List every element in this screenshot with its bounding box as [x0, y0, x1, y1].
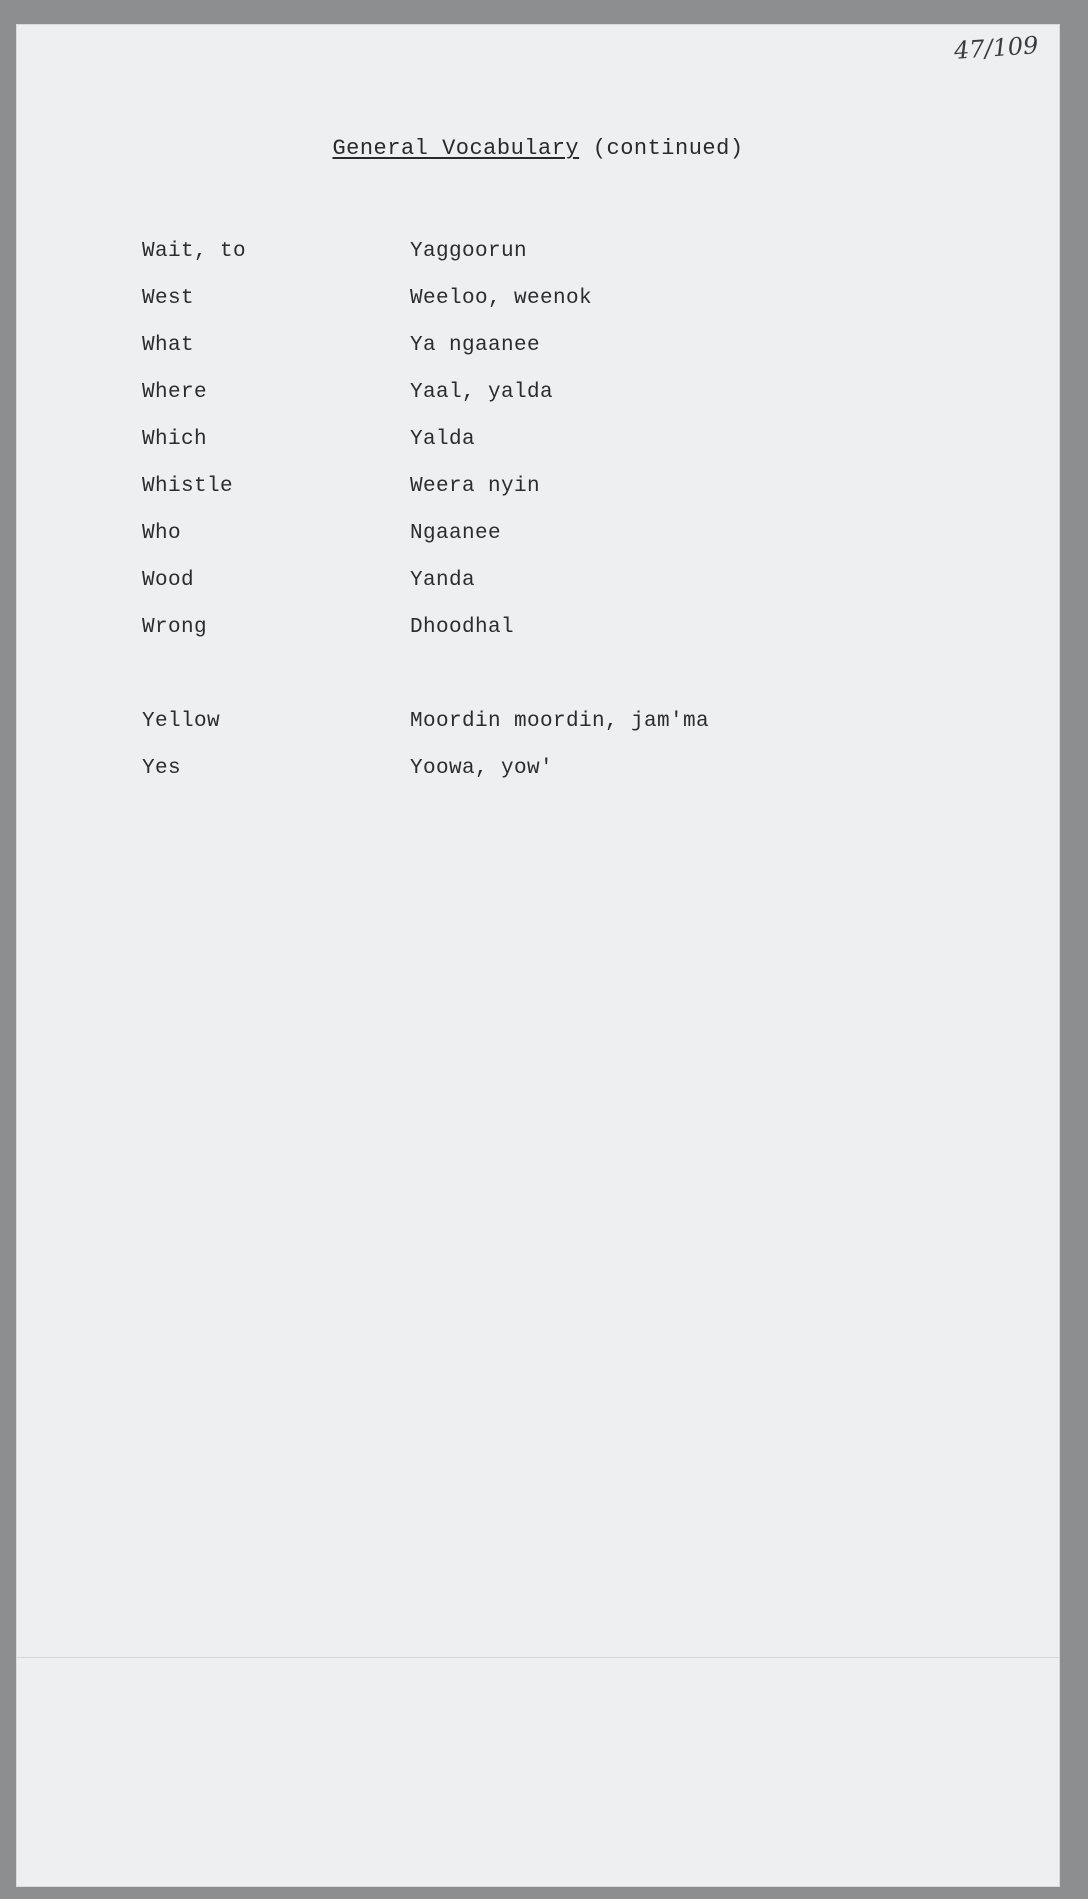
vocabulary-row	[142, 745, 962, 792]
vocabulary-row	[142, 698, 962, 745]
english-term: Yellow	[142, 710, 221, 733]
vocabulary-list	[142, 228, 962, 792]
english-term: Yes	[142, 757, 182, 780]
vocabulary-row	[142, 275, 962, 322]
english-term: Wrong	[142, 616, 208, 639]
page-heading	[16, 136, 1060, 161]
native-term: Yaggoorun	[410, 240, 528, 263]
english-term: Who	[142, 522, 182, 545]
native-term: Ngaanee	[410, 522, 502, 545]
english-term: Wait, to	[142, 240, 247, 263]
page-number: 47/109	[952, 31, 1039, 65]
english-term: Wood	[142, 569, 195, 592]
native-term: Moordin moordin, jam'ma	[410, 710, 710, 733]
vocabulary-row	[142, 228, 962, 275]
vocabulary-row	[142, 604, 962, 651]
vocabulary-row	[142, 557, 962, 604]
native-term: Yalda	[410, 428, 476, 451]
english-term: West	[142, 287, 195, 310]
vocabulary-row	[142, 369, 962, 416]
fold-line	[16, 1657, 1060, 1658]
native-term: Dhoodhal	[410, 616, 515, 639]
native-term: Weera nyin	[410, 475, 541, 498]
vocabulary-row	[142, 416, 962, 463]
english-term: Where	[142, 381, 208, 404]
vocabulary-row	[142, 510, 962, 557]
native-term: Yanda	[410, 569, 476, 592]
heading-title: General Vocabulary	[332, 136, 580, 161]
vocabulary-row	[142, 322, 962, 369]
native-term: Yoowa, yow'	[410, 757, 554, 780]
native-term: Ya ngaanee	[410, 334, 541, 357]
native-term: Weeloo, weenok	[410, 287, 593, 310]
english-term: What	[142, 334, 195, 357]
native-term: Yaal, yalda	[410, 381, 554, 404]
heading-subtitle: (continued)	[592, 136, 744, 161]
english-term: Which	[142, 428, 208, 451]
vocabulary-row	[142, 463, 962, 510]
document-page	[16, 24, 1060, 1887]
english-term: Whistle	[142, 475, 234, 498]
